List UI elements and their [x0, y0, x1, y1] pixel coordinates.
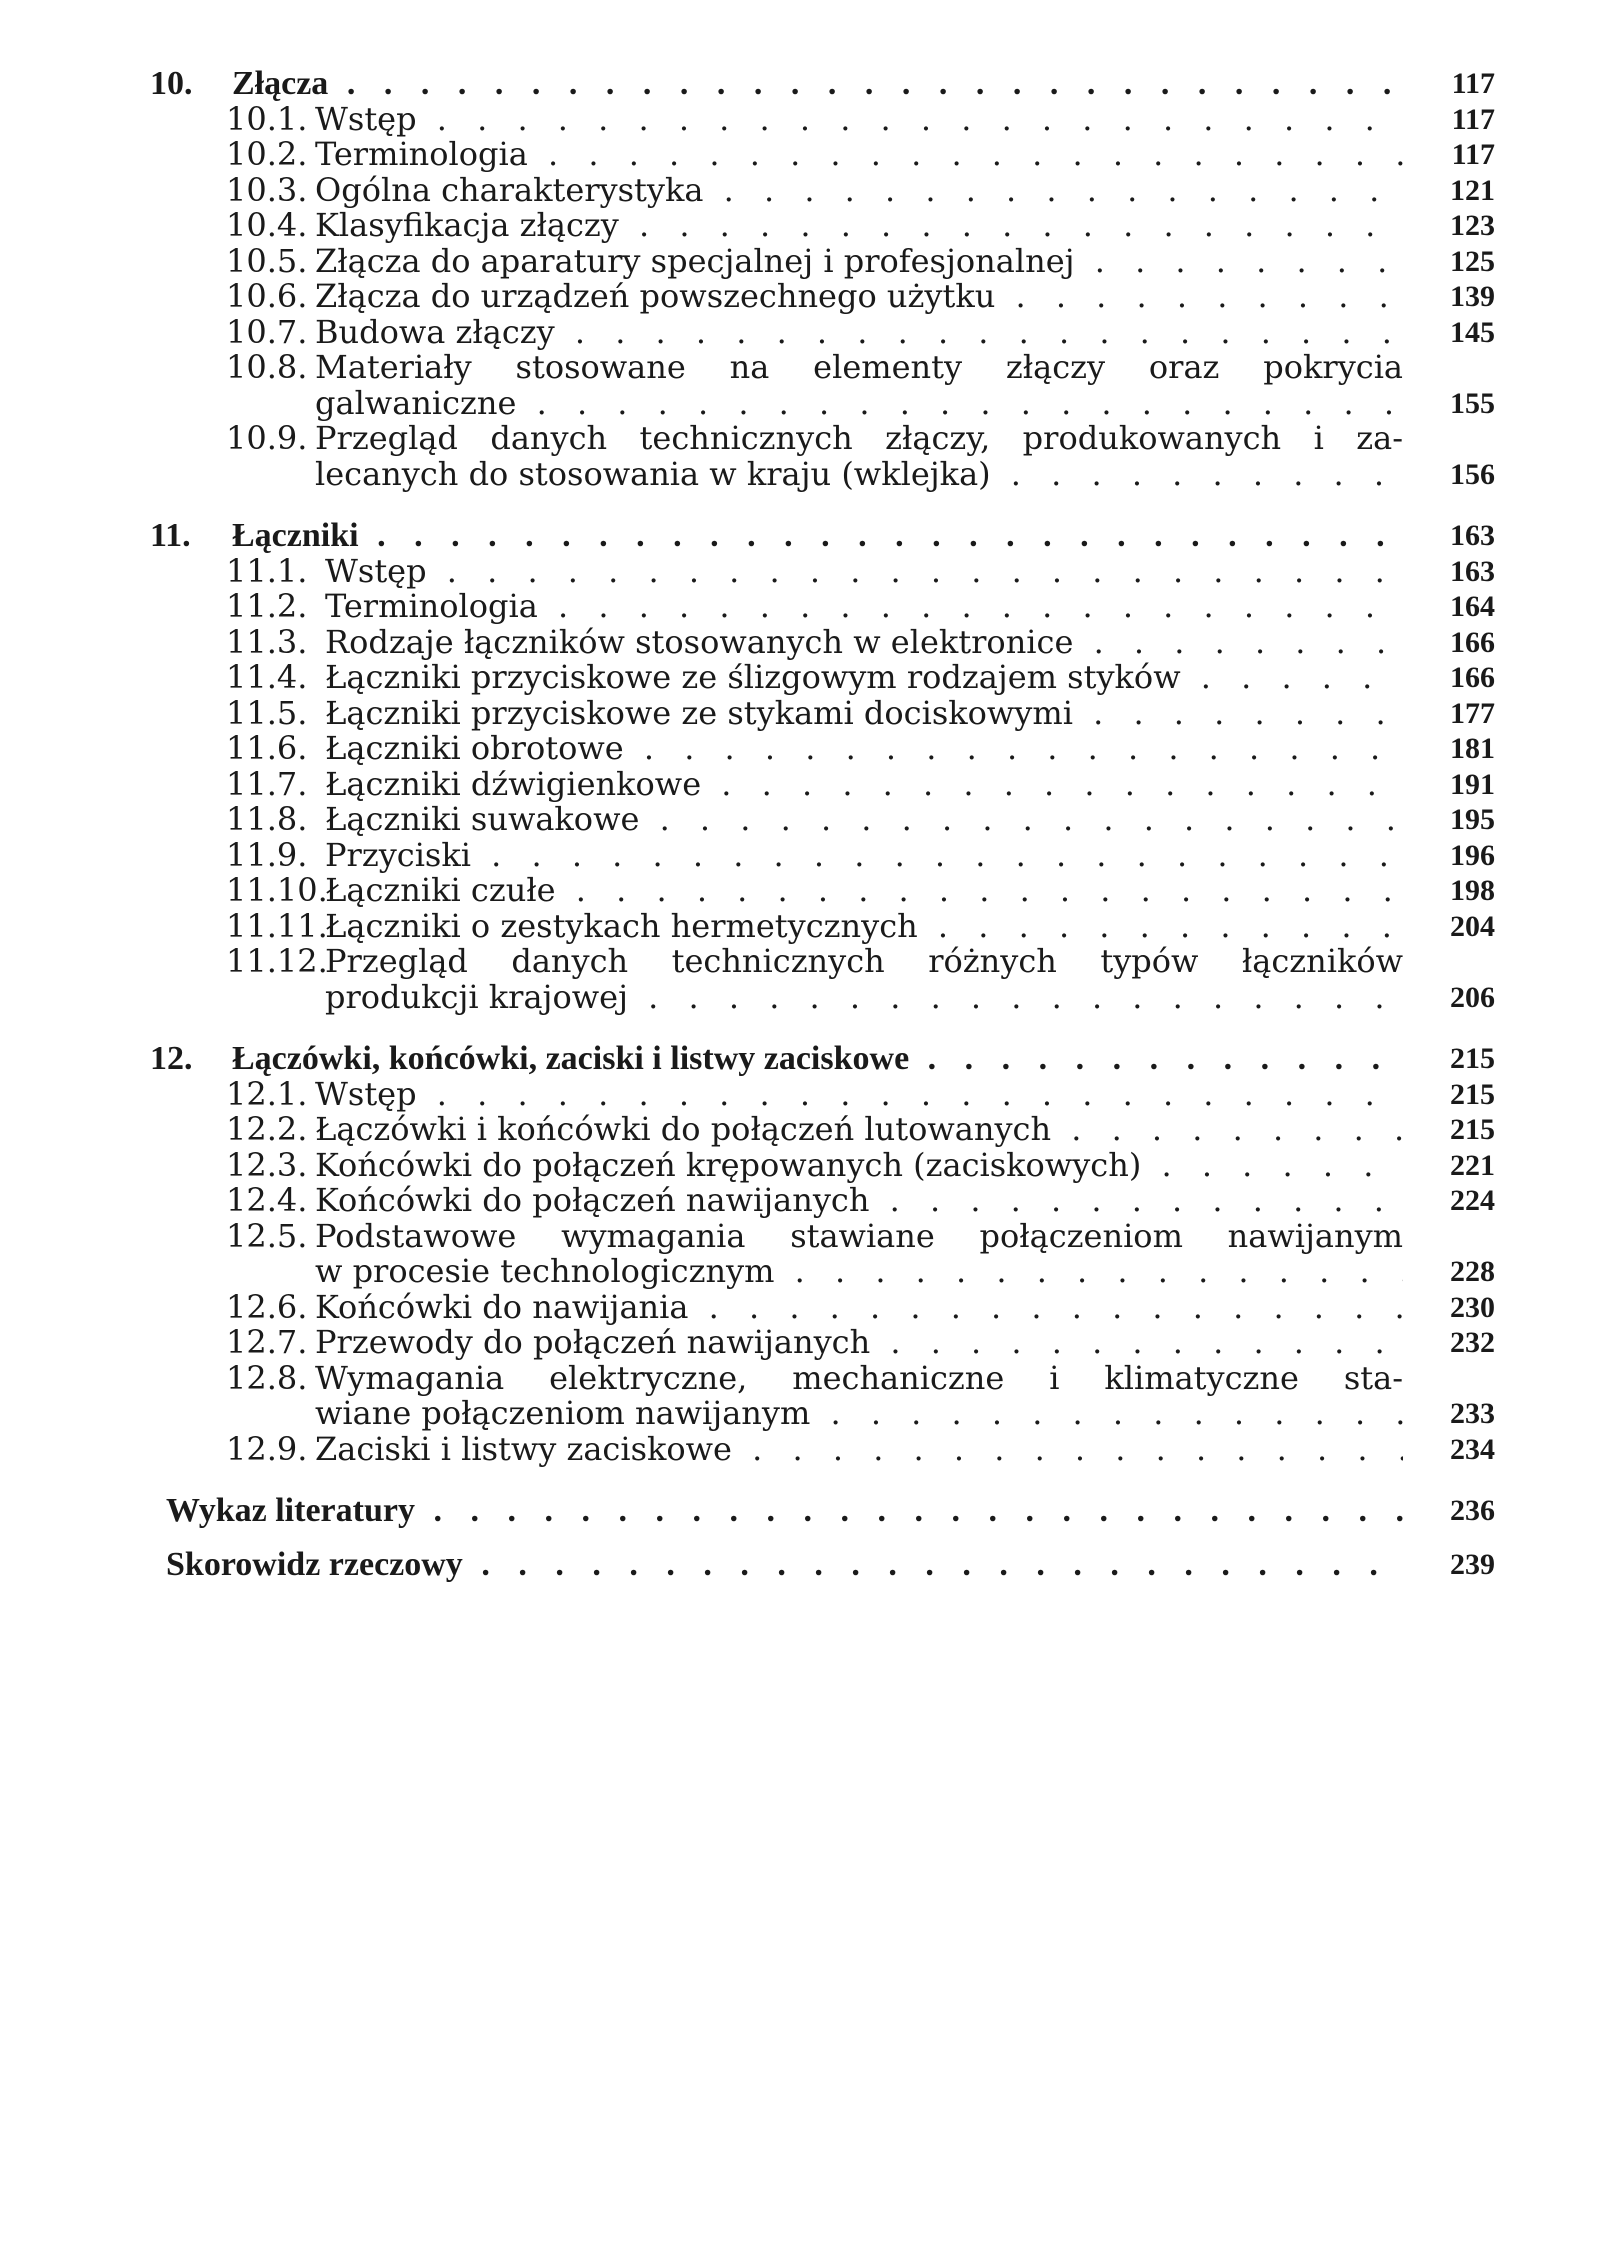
page-number: 234: [1450, 1432, 1495, 1466]
page-number: 117: [1451, 102, 1495, 136]
chapter-title: Łączniki . . .: [232, 518, 1403, 554]
section-title: Wstęp . . .: [315, 102, 1403, 138]
section-title-continued: lecanych do stosowania w kraju (wklejka) . . .: [315, 457, 1403, 493]
page-number: 163: [1450, 519, 1495, 552]
section-number: 11.3.: [226, 622, 308, 661]
section-entry[interactable]: [150, 1429, 1495, 1468]
section-entry[interactable]: [150, 350, 1495, 386]
section-title: Podstawowe wymagania stawiane połączeniom nawijanym: [315, 1218, 1403, 1254]
page-number: 215: [1450, 1113, 1495, 1146]
page-number: 117: [1451, 67, 1495, 100]
section-number: 12.6.: [226, 1287, 308, 1326]
section-title: Końcówki do nawijania . . .: [315, 1290, 1403, 1326]
section-entry[interactable]: [150, 589, 1495, 625]
section-entry[interactable]: [150, 873, 1495, 909]
back-matter-entry[interactable]: [150, 1547, 1495, 1583]
page-number: 177: [1450, 696, 1495, 730]
section-entry[interactable]: [150, 1358, 1495, 1397]
chapter-heading[interactable]: [150, 1041, 1495, 1077]
page-number: 230: [1450, 1290, 1495, 1324]
section-number: 10.9.: [226, 419, 308, 457]
chapter-title: Złącza . . .: [232, 66, 1403, 102]
section-title-continued: w procesie technologicznym . . .: [315, 1254, 1403, 1290]
section-number: 10.3.: [226, 170, 308, 209]
page-number: 156: [1450, 457, 1495, 491]
section-title: Materiały stosowane na elementy złączy oraz pokrycia: [315, 350, 1403, 386]
section-number: 12.4.: [226, 1181, 308, 1219]
section-number: 10.1.: [226, 99, 308, 138]
page-number: 145: [1450, 315, 1495, 349]
page-number: 166: [1450, 661, 1495, 694]
page-number: 123: [1450, 209, 1495, 242]
section-number: 10.4.: [226, 206, 308, 244]
section-number: 12.7.: [226, 1323, 308, 1361]
page-number: 221: [1450, 1148, 1495, 1182]
back-matter-title: Wykaz literatury . . .: [166, 1493, 1403, 1529]
section-number: 11.2.: [226, 587, 308, 625]
section-title: Przegląd danych technicznych złączy, produkowanych i za-: [315, 421, 1403, 457]
section-entry[interactable]: [150, 660, 1495, 696]
section-number: 11.7.: [226, 764, 308, 803]
section-entry[interactable]: [150, 279, 1495, 315]
section-title: Ogólna charakterystyka . . .: [315, 173, 1403, 209]
chapter-number: 11.: [150, 517, 191, 554]
section-entry[interactable]: [150, 312, 1495, 351]
section-entry[interactable]: [150, 731, 1495, 767]
page-number: 163: [1450, 554, 1495, 588]
section-title-continued: galwaniczne . . .: [315, 386, 1403, 422]
back-matter-entry[interactable]: [150, 1493, 1495, 1529]
section-number: 12.9.: [226, 1429, 308, 1468]
section-entry-continued[interactable]: [150, 457, 1495, 493]
section-entry[interactable]: [150, 551, 1495, 590]
table-of-contents: [150, 66, 1495, 1600]
page-number: 239: [1450, 1547, 1495, 1581]
page-number: 155: [1450, 386, 1495, 420]
chapter-title: Łączówki, końcówki, zaciski i listwy zaciskowe . . .: [232, 1041, 1403, 1077]
page-number: 215: [1450, 1042, 1495, 1075]
page-number: 139: [1450, 280, 1495, 313]
section-entry[interactable]: [150, 1074, 1495, 1113]
section-number: 10.2.: [226, 135, 308, 173]
section-entry[interactable]: [150, 421, 1495, 457]
section-title: Złącza do urządzeń powszechnego użytku . . .: [315, 279, 1403, 315]
section-number: 12.8.: [226, 1358, 308, 1397]
section-title: Rodzaje łączników stosowanych w elektronice . . .: [325, 625, 1403, 661]
section-entry[interactable]: [150, 1216, 1495, 1255]
section-number: 12.2.: [226, 1110, 308, 1148]
page-number: 181: [1450, 732, 1495, 765]
page-number: 198: [1450, 874, 1495, 907]
section-entry-continued[interactable]: [150, 1254, 1495, 1290]
section-title: Łączniki czułe . . .: [325, 873, 1403, 909]
section-title: Łączniki przyciskowe ze ślizgowym rodzajem styków . . .: [325, 660, 1403, 696]
section-title-continued: wiane połączeniom nawijanym . . .: [315, 1396, 1403, 1432]
section-title: Końcówki do połączeń nawijanych . . .: [315, 1183, 1403, 1219]
section-title: Wstęp . . .: [325, 554, 1403, 590]
section-number: 10.5.: [226, 241, 308, 280]
section-title-continued: produkcji krajowej . . .: [325, 980, 1403, 1016]
section-title: Klasyfikacja złączy . . .: [315, 208, 1403, 244]
chapter-number: 10.: [150, 65, 193, 102]
section-number: 11.10.: [226, 871, 328, 909]
section-title: Łączówki i końcówki do połączeń lutowanych . . .: [315, 1112, 1403, 1148]
section-number: 11.9.: [226, 835, 308, 874]
section-number: 11.12.: [226, 942, 328, 980]
section-entry[interactable]: [150, 693, 1495, 732]
back-matter-title: Skorowidz rzeczowy . . .: [166, 1547, 1403, 1583]
section-number: 10.8.: [226, 348, 308, 386]
section-title: Terminologia . . .: [315, 137, 1403, 173]
section-title: Łączniki dźwigienkowe . . .: [325, 767, 1403, 803]
page-number: 204: [1450, 909, 1495, 943]
section-entry[interactable]: [150, 835, 1495, 874]
section-number: 11.5.: [226, 693, 308, 732]
section-entry[interactable]: [150, 1183, 1495, 1219]
section-entry[interactable]: [150, 906, 1495, 945]
section-entry[interactable]: [150, 802, 1495, 838]
chapter-11: [150, 518, 1495, 1015]
section-number: 11.1.: [226, 551, 308, 590]
section-entry-continued[interactable]: [150, 1396, 1495, 1432]
page-number: 191: [1450, 767, 1495, 801]
section-number: 11.8.: [226, 800, 308, 838]
section-title: Wymagania elektryczne, mechaniczne i klimatyczne sta-: [315, 1360, 1403, 1396]
section-entry[interactable]: [150, 1145, 1495, 1184]
section-entry[interactable]: [150, 137, 1495, 173]
page-number: 164: [1450, 590, 1495, 623]
section-entry[interactable]: [150, 241, 1495, 280]
section-entry[interactable]: [150, 764, 1495, 803]
section-number: 10.7.: [226, 312, 308, 351]
section-number: 11.11.: [226, 906, 328, 945]
section-title: Zaciski i listwy zaciskowe . . .: [315, 1432, 1403, 1468]
chapter-heading[interactable]: [150, 66, 1495, 102]
section-title: Łączniki o zestykach hermetycznych . . .: [325, 909, 1403, 945]
page-number: 215: [1450, 1077, 1495, 1111]
section-number: 12.1.: [226, 1074, 308, 1113]
page-number: 233: [1450, 1397, 1495, 1430]
section-entry-continued[interactable]: [150, 980, 1495, 1016]
section-title: Końcówki do połączeń krępowanych (zaciskowych) . . .: [315, 1148, 1403, 1184]
page-number: 236: [1450, 1494, 1495, 1527]
chapter-10: [150, 66, 1495, 492]
section-title: Łączniki przyciskowe ze stykami dociskowymi . . .: [325, 696, 1403, 732]
section-title: Przewody do połączeń nawijanych . . .: [315, 1325, 1403, 1361]
section-title: Wstęp . . .: [315, 1077, 1403, 1113]
chapter-heading[interactable]: [150, 518, 1495, 554]
section-title: Przyciski . . .: [325, 838, 1403, 874]
page-number: 195: [1450, 803, 1495, 836]
section-title: Łączniki obrotowe . . .: [325, 731, 1403, 767]
page-number: 125: [1450, 244, 1495, 278]
section-entry-continued[interactable]: [150, 386, 1495, 422]
page-number: 232: [1450, 1326, 1495, 1359]
section-entry[interactable]: [150, 1287, 1495, 1326]
section-title: Budowa złączy . . .: [315, 315, 1403, 351]
section-title: Terminologia . . .: [325, 589, 1403, 625]
section-number: 11.4.: [226, 658, 308, 696]
page-number: 228: [1450, 1255, 1495, 1288]
page-number: 196: [1450, 838, 1495, 872]
chapter-number: 12.: [150, 1040, 193, 1077]
page-number: 121: [1450, 173, 1495, 207]
section-entry[interactable]: [150, 1325, 1495, 1361]
page-number: 224: [1450, 1184, 1495, 1217]
section-title: Złącza do aparatury specjalnej i profesjonalnej . . .: [315, 244, 1403, 280]
section-entry[interactable]: [150, 622, 1495, 661]
section-title: Łączniki suwakowe . . .: [325, 802, 1403, 838]
section-number: 11.6.: [226, 729, 308, 767]
section-entry[interactable]: [150, 170, 1495, 209]
page-number: 206: [1450, 980, 1495, 1014]
page-number: 166: [1450, 625, 1495, 659]
section-entry[interactable]: [150, 944, 1495, 980]
page-number: 117: [1451, 138, 1495, 171]
chapter-12: [150, 1041, 1495, 1467]
section-number: 12.5.: [226, 1216, 308, 1255]
section-title: Przegląd danych technicznych różnych typów łączników: [325, 944, 1403, 980]
section-number: 12.3.: [226, 1145, 308, 1184]
section-entry[interactable]: [150, 99, 1495, 138]
section-entry[interactable]: [150, 1112, 1495, 1148]
section-number: 10.6.: [226, 277, 308, 315]
section-entry[interactable]: [150, 208, 1495, 244]
